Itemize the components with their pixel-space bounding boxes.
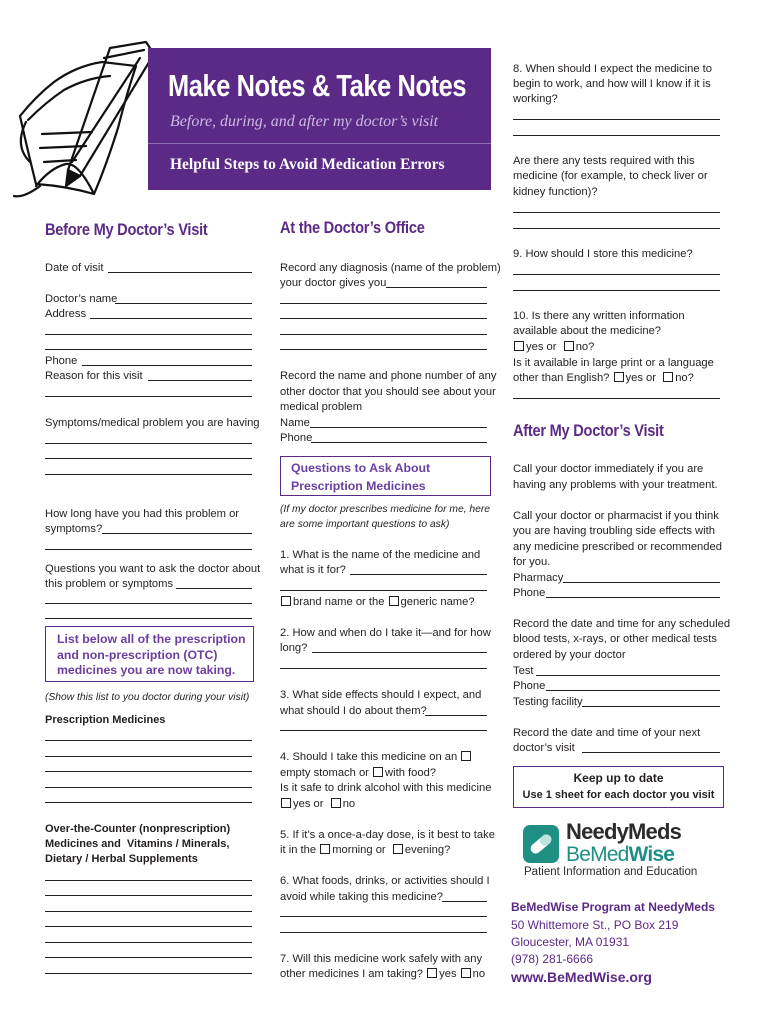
other-doctor-label-3: medical problem (280, 401, 363, 413)
q10-line-2: available about the medicine? (513, 325, 662, 337)
alcohol-yes-checkbox[interactable] (281, 798, 291, 808)
alcohol-no-label: no (342, 798, 356, 810)
q4-line-1 (280, 750, 473, 766)
other-phone-field[interactable] (311, 442, 487, 443)
other-name-field[interactable] (310, 427, 487, 428)
tests-field-1[interactable] (513, 212, 720, 213)
how-long-label-1: How long have you had this problem or (45, 508, 240, 520)
q2-line-2: long? (280, 642, 308, 654)
other-name-label: Name (280, 417, 310, 429)
test-field[interactable] (536, 675, 720, 676)
tests-line-2: medicine (for example, to check liver or (513, 170, 708, 182)
call-line-1: Call your doctor immediately if you are (513, 463, 704, 475)
otc-field-3[interactable] (45, 911, 252, 912)
q1-line-2: what is it for? (280, 564, 346, 576)
alcohol-no-checkbox[interactable] (331, 798, 341, 808)
record-line-1: Record the date and time for any scheduled (513, 618, 731, 630)
otc-field-1[interactable] (45, 880, 252, 881)
tests-line-3: kidney function)? (513, 186, 598, 198)
rx-field-5[interactable] (45, 802, 252, 803)
generic-label: generic name? (400, 596, 475, 608)
otc-field-4[interactable] (45, 926, 252, 927)
reason-field[interactable] (148, 380, 252, 381)
logo-tagline: Patient Information and Education (524, 866, 698, 878)
banner-divider (148, 143, 491, 144)
q10-line-3 (513, 340, 594, 356)
next-visit-line-1: Record the date and time of your next (513, 727, 701, 739)
q8-field-2[interactable] (513, 135, 720, 136)
diagnosis-field-3[interactable] (280, 318, 487, 319)
medicine-list-line-1: List below all of the prescription (57, 632, 246, 646)
diagnosis-field-2[interactable] (280, 303, 487, 304)
program-name: BeMedWise Program at NeedyMeds (511, 900, 715, 914)
q7-text: other medicines I am taking? (280, 968, 424, 980)
how-long-field-2[interactable] (45, 549, 252, 550)
q8-line-2: begin to work, and how will I know if it is (513, 78, 711, 90)
facility-label: Testing facility (513, 696, 583, 708)
q4-line-4 (280, 797, 355, 813)
test-phone-label: Phone (513, 680, 546, 692)
q1-options (280, 595, 475, 611)
q7-no-label: no (472, 968, 486, 980)
medicine-list-line-3: medicines you are now taking. (57, 663, 236, 677)
questions-field[interactable] (176, 588, 252, 589)
q3-field-2[interactable] (280, 730, 487, 731)
page-title: Make Notes & Take Notes (168, 68, 467, 103)
otc-field-5[interactable] (45, 942, 252, 943)
questions-box-line-1: Questions to Ask About (291, 461, 431, 475)
rx-field-3[interactable] (45, 771, 252, 772)
how-long-field[interactable] (102, 533, 252, 534)
q2-field-2[interactable] (280, 668, 487, 669)
address-field-3[interactable] (45, 349, 252, 350)
doctor-name-label: Doctor’s name (45, 293, 118, 305)
other-doctor-label-2: other doctor that you should see about your (280, 386, 496, 398)
record-line-2: blood tests, x-rays, or other medical tests (513, 633, 717, 645)
phone-field[interactable] (82, 365, 252, 366)
wise-text: Wise (628, 843, 675, 866)
empty-stomach-checkbox[interactable] (461, 751, 471, 761)
q10-line-4: Is it available in large print or a language (513, 357, 714, 369)
pen-and-paper-icon (6, 36, 166, 216)
with-food-checkbox[interactable] (373, 767, 383, 777)
morning-checkbox[interactable] (320, 844, 330, 854)
pharm-line-3: any medicine prescribed or recommended (513, 541, 722, 553)
record-line-3: ordered by your doctor (513, 649, 626, 661)
otc-field-2[interactable] (45, 895, 252, 896)
reason-field-2[interactable] (45, 396, 252, 397)
website-link[interactable]: www.BeMedWise.org (511, 969, 652, 985)
medicine-list-box (45, 626, 254, 682)
otc-heading-1: Over-the-Counter (nonprescription) (45, 823, 231, 835)
medicine-list-line-2: and non-prescription (OTC) (57, 647, 218, 662)
keep-up-title: Keep up to date (573, 771, 664, 785)
facility-field[interactable] (582, 706, 720, 707)
reason-label: Reason for this visit (45, 370, 143, 382)
questions-field-3[interactable] (45, 618, 252, 619)
diagnosis-label-2: your doctor gives you (280, 277, 387, 289)
language-no-label: no? (675, 372, 694, 384)
bemedwise-logo-text (566, 843, 674, 867)
q2-line-1: 2. How and when do I take it—and for how (280, 627, 491, 639)
generic-checkbox[interactable] (389, 596, 399, 606)
q4-text-2b: with food? (385, 767, 437, 779)
address-line-2: Gloucester, MA 01931 (511, 935, 630, 949)
q7-no-checkbox[interactable] (461, 968, 471, 978)
q7-line-1: 7. Will this medicine work safely with any (280, 953, 483, 965)
rx-field-1[interactable] (45, 740, 252, 741)
morning-label: morning or (332, 844, 386, 856)
how-long-label-2: symptoms? (45, 523, 103, 535)
q10-line-5 (513, 371, 694, 387)
written-no-label: no? (575, 341, 595, 353)
q2-field[interactable] (312, 652, 487, 653)
q3-line-2: what should I do about them? (280, 705, 427, 717)
q8-field-1[interactable] (513, 119, 720, 120)
diagnosis-field-5[interactable] (280, 349, 487, 350)
call-line-2: having any problems with your treatment. (513, 479, 718, 491)
otc-heading-2: Medicines and Vitamins / Minerals, (45, 838, 230, 850)
q5-line-2 (280, 843, 450, 859)
keep-up-box (513, 766, 724, 808)
questions-label-2: this problem or symptoms (45, 578, 174, 590)
q6-field[interactable] (442, 901, 487, 902)
otc-field-6[interactable] (45, 957, 252, 958)
pharm-line-2: you are having troubling side effects with (513, 525, 715, 537)
prescription-heading: Prescription Medicines (45, 714, 166, 726)
address-field[interactable] (90, 318, 252, 319)
bemed-text: BeMed (566, 843, 629, 866)
q4-text-2a: empty stomach or (280, 767, 369, 779)
show-list-note: (Show this list to you doctor during your visit) (45, 692, 250, 703)
phone-number: (978) 281-6666 (511, 952, 594, 966)
evening-checkbox[interactable] (393, 844, 403, 854)
q6-field-3[interactable] (280, 932, 487, 933)
questions-label-1: Questions you want to ask the doctor about (45, 563, 261, 575)
date-of-visit-label: Date of visit (45, 262, 104, 274)
pharm-line-4: for you. (513, 556, 551, 568)
page-subtitle: Before, during, and after my doctor’s visit (170, 113, 439, 130)
symptoms-label: Symptoms/medical problem you are having (45, 417, 260, 429)
q8-line-1: 8. When should I expect the medicine to (513, 63, 713, 75)
written-no-checkbox[interactable] (564, 341, 574, 351)
symptoms-field-3[interactable] (45, 474, 252, 475)
next-visit-line-2: doctor’s visit (513, 742, 575, 754)
pharm-line-1: Call your doctor or pharmacist if you think (513, 510, 719, 522)
q6-line-2: avoid while taking this medicine? (280, 891, 443, 903)
otc-field-7[interactable] (45, 973, 252, 974)
language-yes-checkbox[interactable] (614, 372, 624, 382)
address-label: Address (45, 308, 87, 320)
pharmacy-phone-field[interactable] (546, 597, 720, 598)
q7-line-2 (280, 967, 485, 983)
q5-line-1: 5. If it’s a once-a-day dose, is it best to take (280, 829, 495, 841)
q1-field-2[interactable] (280, 590, 487, 591)
tests-field-2[interactable] (513, 228, 720, 229)
q1-field[interactable] (350, 574, 487, 575)
otc-heading-3: Dietary / Herbal Supplements (45, 853, 198, 865)
symptoms-field-1[interactable] (45, 443, 252, 444)
language-yes-label: yes or (625, 372, 656, 384)
pill-logo-icon (522, 824, 560, 864)
q3-line-1: 3. What side effects should I expect, and (280, 689, 482, 701)
address-line-1: 50 Whittemore St., PO Box 219 (511, 918, 679, 932)
needymeds-logo-text: NeedyMeds (566, 819, 682, 844)
office-heading: At the Doctor’s Office (280, 218, 425, 237)
q9-field-1[interactable] (513, 274, 720, 275)
pharmacy-label: Pharmacy (513, 572, 564, 584)
doctor-name-field[interactable] (115, 303, 252, 304)
rx-field-4[interactable] (45, 787, 252, 788)
symptoms-field-2[interactable] (45, 458, 252, 459)
diagnosis-field[interactable] (386, 287, 487, 288)
questions-field-2[interactable] (45, 603, 252, 604)
written-yes-label: yes or (526, 341, 557, 353)
q10-text-5: other than English? (513, 372, 610, 384)
phone-label: Phone (45, 355, 78, 367)
banner-steps: Helpful Steps to Avoid Medication Errors (170, 156, 445, 173)
q1-line-1: 1. What is the name of the medicine and (280, 549, 481, 561)
q4-text-1: 4. Should I take this medicine on an (280, 751, 458, 763)
address-field-2[interactable] (45, 334, 252, 335)
language-no-checkbox[interactable] (663, 372, 673, 382)
other-doctor-label-1: Record the name and phone number of any (280, 370, 497, 382)
written-yes-checkbox[interactable] (514, 341, 524, 351)
date-of-visit-field[interactable] (108, 272, 252, 273)
test-label: Test (513, 665, 534, 677)
q8-line-3: working? (513, 93, 558, 105)
q10-line-1: 10. Is there any written information (513, 310, 685, 322)
q9-line: 9. How should I store this medicine? (513, 248, 693, 260)
q5-text-a: it in the (280, 844, 317, 856)
diagnosis-field-4[interactable] (280, 334, 487, 335)
keep-up-subtitle: Use 1 sheet for each doctor you visit (522, 789, 715, 801)
q6-line-1: 6. What foods, drinks, or activities should I (280, 875, 490, 887)
intro-line-2: are some important questions to ask) (280, 519, 450, 530)
evening-label: evening? (404, 844, 451, 856)
questions-box (280, 456, 491, 496)
q6-field-2[interactable] (280, 916, 487, 917)
tests-line-1: Are there any tests required with this (513, 155, 695, 167)
after-visit-heading: After My Doctor’s Visit (513, 421, 664, 440)
diagnosis-label-1: Record any diagnosis (name of the problem) (280, 262, 501, 274)
q4-line-3: Is it safe to drink alcohol with this medicine (280, 782, 492, 794)
q3-field[interactable] (425, 715, 487, 716)
brand-checkbox[interactable] (281, 596, 291, 606)
q4-line-2 (280, 766, 436, 782)
pharmacy-field[interactable] (563, 582, 720, 583)
other-phone-label: Phone (280, 432, 313, 444)
q7-yes-checkbox[interactable] (427, 968, 437, 978)
next-visit-field[interactable] (582, 752, 720, 753)
alcohol-yes-label: yes or (293, 798, 324, 810)
pharmacy-phone-label: Phone (513, 587, 546, 599)
questions-box-line-2: Prescription Medicines (291, 479, 426, 493)
q10-field[interactable] (513, 398, 720, 399)
test-phone-field[interactable] (546, 690, 720, 691)
q7-yes-label: yes (439, 968, 457, 980)
rx-field-2[interactable] (45, 756, 252, 757)
brand-label: brand name or the (293, 596, 385, 608)
intro-line-1: (If my doctor prescribes medicine for me, here (280, 504, 491, 515)
q9-field-2[interactable] (513, 290, 720, 291)
before-visit-heading: Before My Doctor’s Visit (45, 220, 208, 239)
